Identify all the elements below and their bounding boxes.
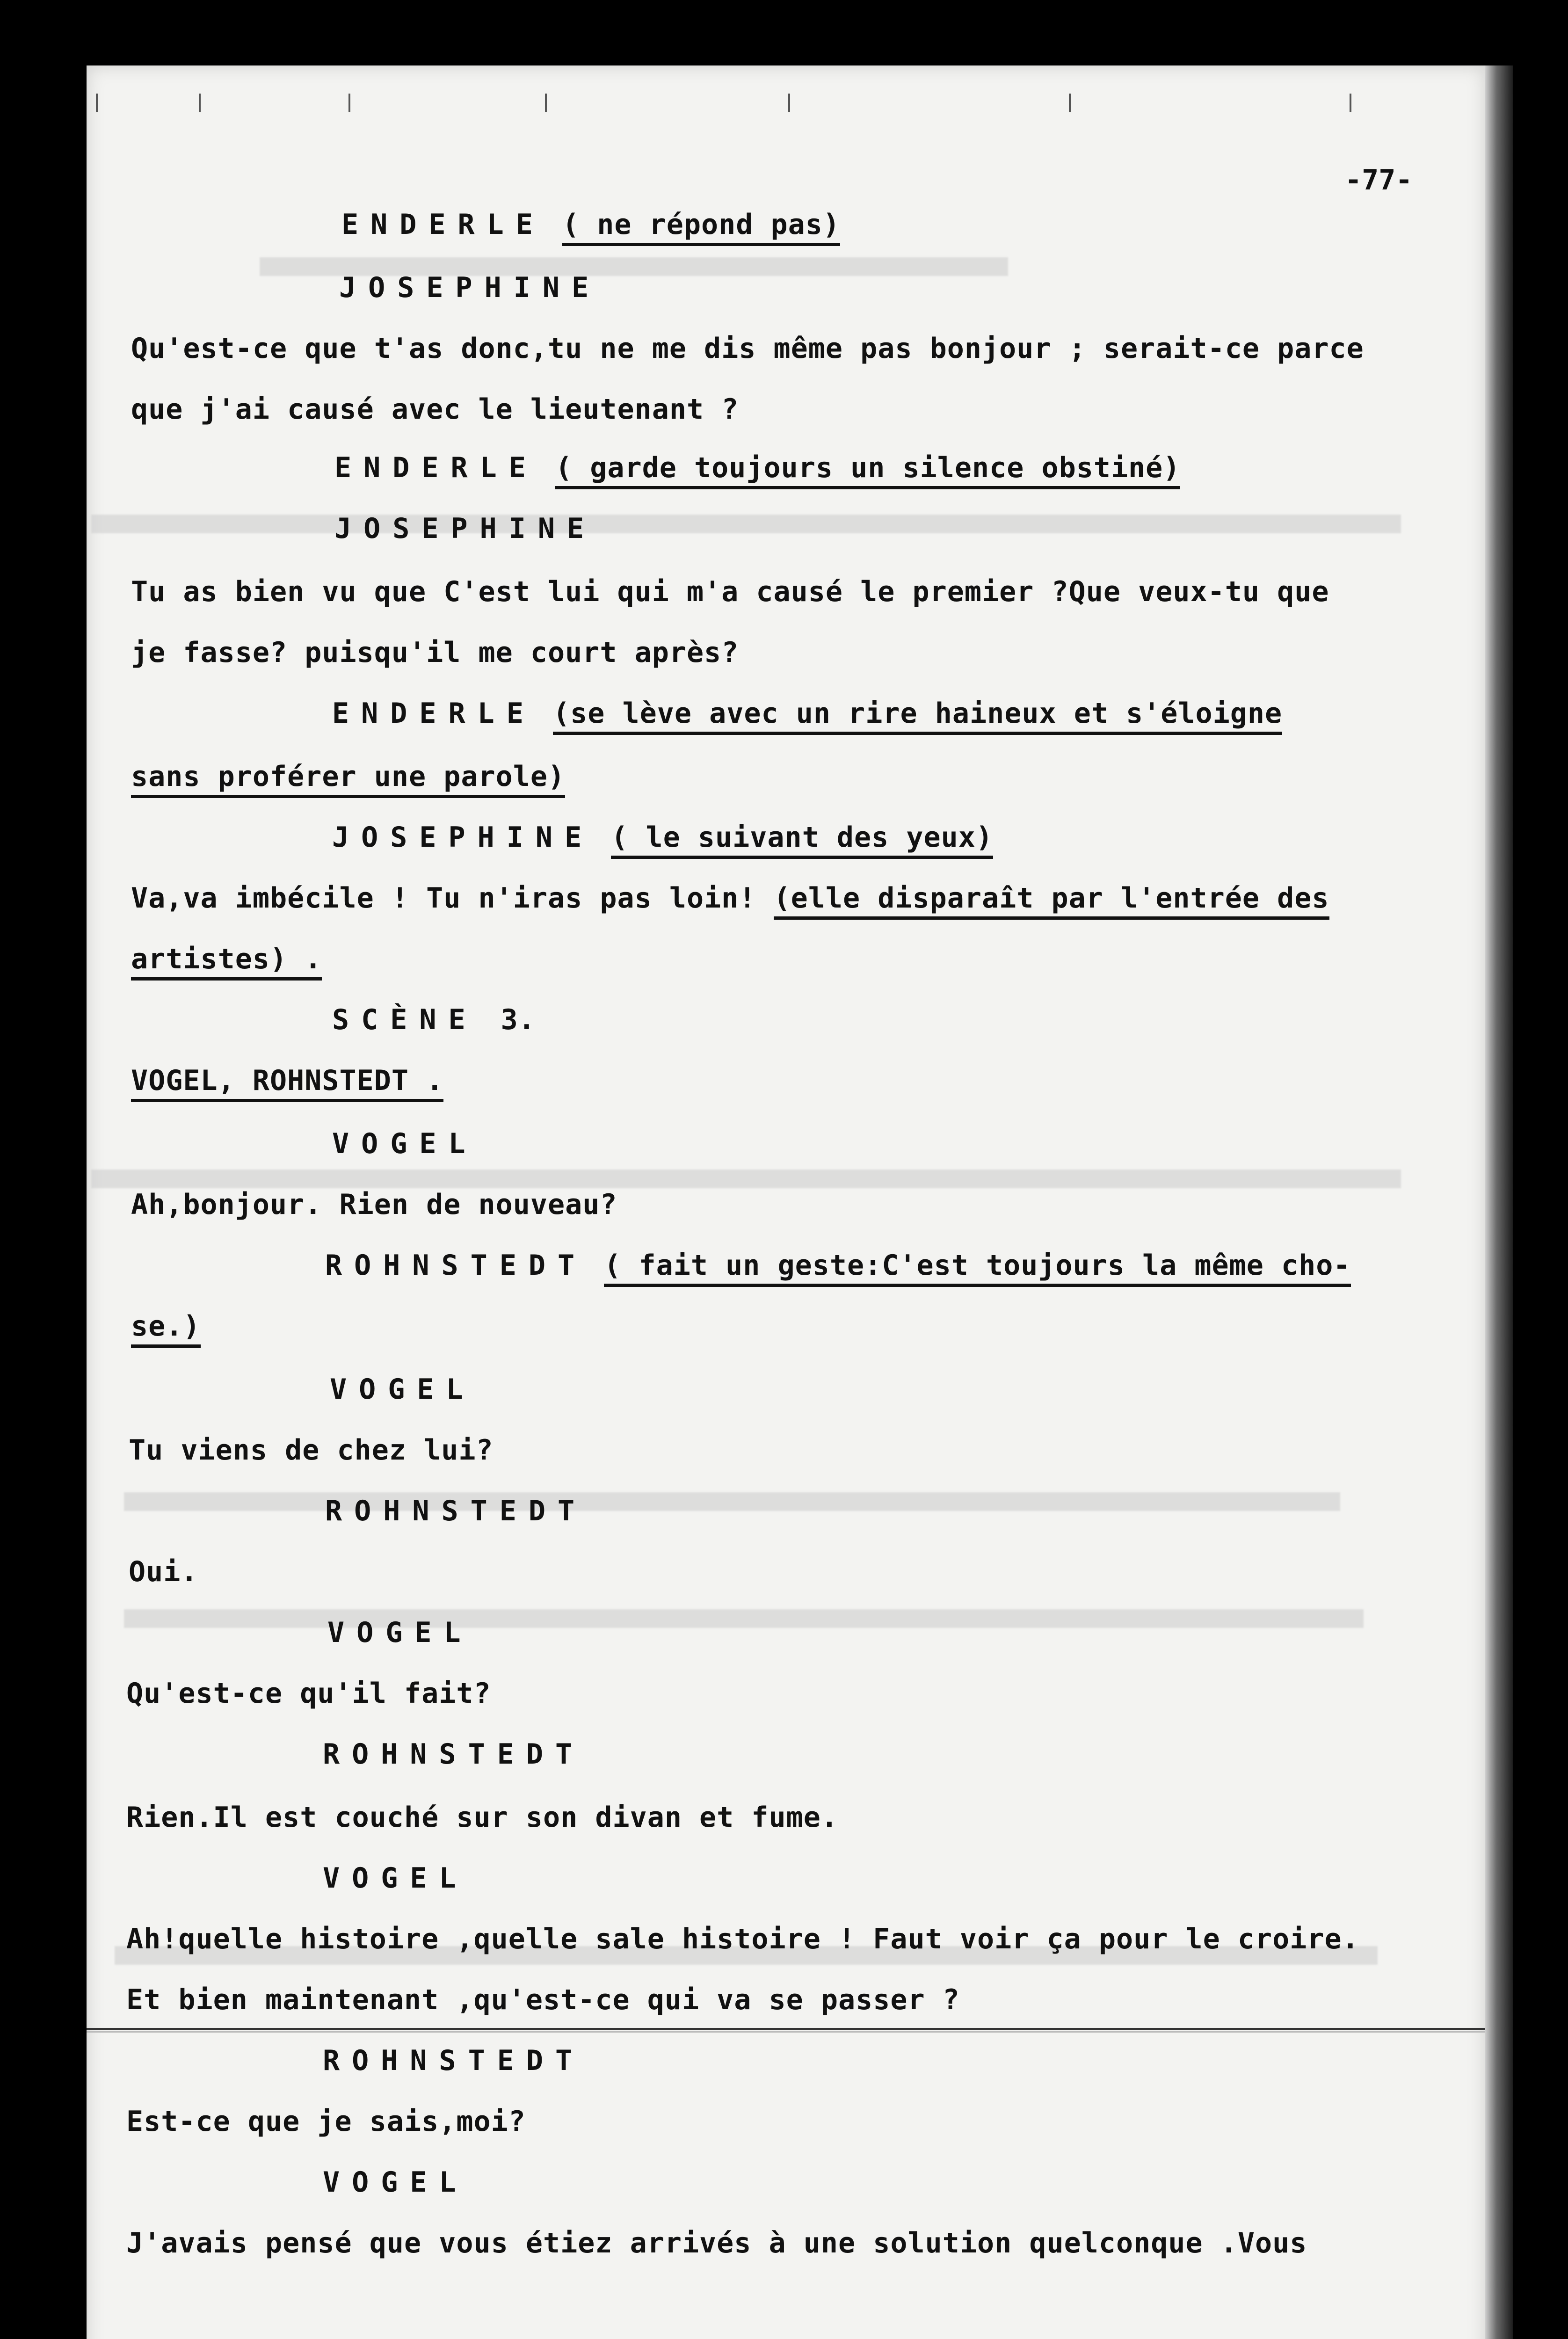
dialogue-line: se.) [131,1308,201,1345]
speaker-line: ENDERLE ( garde toujours un silence obstiné) [334,449,1180,487]
scan-tick [348,94,350,112]
scan-tick [545,94,547,112]
dialogue-line: artistes) . [131,940,322,978]
dialogue-line: Est-ce que je sais,moi? [126,2105,526,2138]
dialogue-line: Tu viens de chez lui? [129,1434,494,1467]
dialogue-line: que j'ai causé avec le lieutenant ? [131,393,739,426]
dialogue-line: Et bien maintenant ,qu'est-ce qui va se passer ? [126,1983,960,2016]
page-edge-shadow [1485,65,1513,2339]
scan-tick [788,94,790,112]
bleed-through [91,1170,1401,1188]
dialogue-line: J'avais pensé que vous étiez arrivés à une solution quelconque .Vous [126,2227,1307,2259]
scan-tick [199,94,201,112]
speaker-line: JOSEPHINE ( le suivant des yeux) [332,819,993,856]
fold-line [87,2028,1485,2030]
dialogue-line: sans proférer une parole) [131,758,565,795]
speaker-line: VOGEL [323,2166,468,2199]
fold-line [87,2031,1485,2033]
scan-tick [96,94,98,112]
dialogue-line: Qu'est-ce qu'il fait? [126,1677,491,1710]
scan-tick [1069,94,1071,112]
speaker-line: VOGEL [327,1616,473,1649]
speaker-line: JOSEPHINE [339,271,601,304]
speaker-line: ROHNSTEDT [323,1738,585,1771]
speaker-line: VOGEL [332,1127,478,1160]
dialogue-line: Qu'est-ce que t'as donc,tu ne me dis même pas bonjour ; serait-ce parce [131,332,1364,365]
speaker-line: ENDERLE (se lève avec un rire haineux et s'éloigne [332,695,1282,732]
dialogue-line: Rien.Il est couché sur son divan et fume. [126,1801,839,1834]
bleed-through [124,1492,1340,1511]
speaker-line: JOSEPHINE [334,512,596,545]
speaker-line: ENDERLE ( ne répond pas) [341,206,840,243]
speaker-line: VOGEL [330,1373,475,1406]
dialogue-line: Ah!quelle histoire ,quelle sale histoire ! Faut voir ça pour le croire. [126,1923,1359,1955]
scene-characters: VOGEL, ROHNSTEDT . [131,1062,443,1099]
speaker-line: ROHNSTEDT ( fait un geste:C'est toujours la même cho- [325,1247,1351,1284]
dialogue-line: Oui. [129,1555,198,1588]
dialogue-line: Ah,bonjour. Rien de nouveau? [131,1188,617,1221]
page-number: -77- [1345,164,1413,196]
scan-tick [1350,94,1351,112]
dialogue-line: Tu as bien vu que C'est lui qui m'a causé le premier ?Que veux-tu que [131,575,1329,608]
bleed-through [124,1609,1364,1628]
speaker-line: VOGEL [323,1862,468,1895]
dialogue-line: Va,va imbécile ! Tu n'iras pas loin! (elle disparaît par l'entrée des [131,879,1329,917]
scan-border [0,0,1568,70]
typescript-page [87,65,1485,2339]
dialogue-line: je fasse? puisqu'il me court après? [131,636,739,669]
speaker-line: ROHNSTEDT [323,2044,585,2077]
bleed-through [91,515,1401,533]
scene-heading: SCÈNE 3. [332,1003,536,1036]
speaker-line: ROHNSTEDT [325,1495,587,1527]
